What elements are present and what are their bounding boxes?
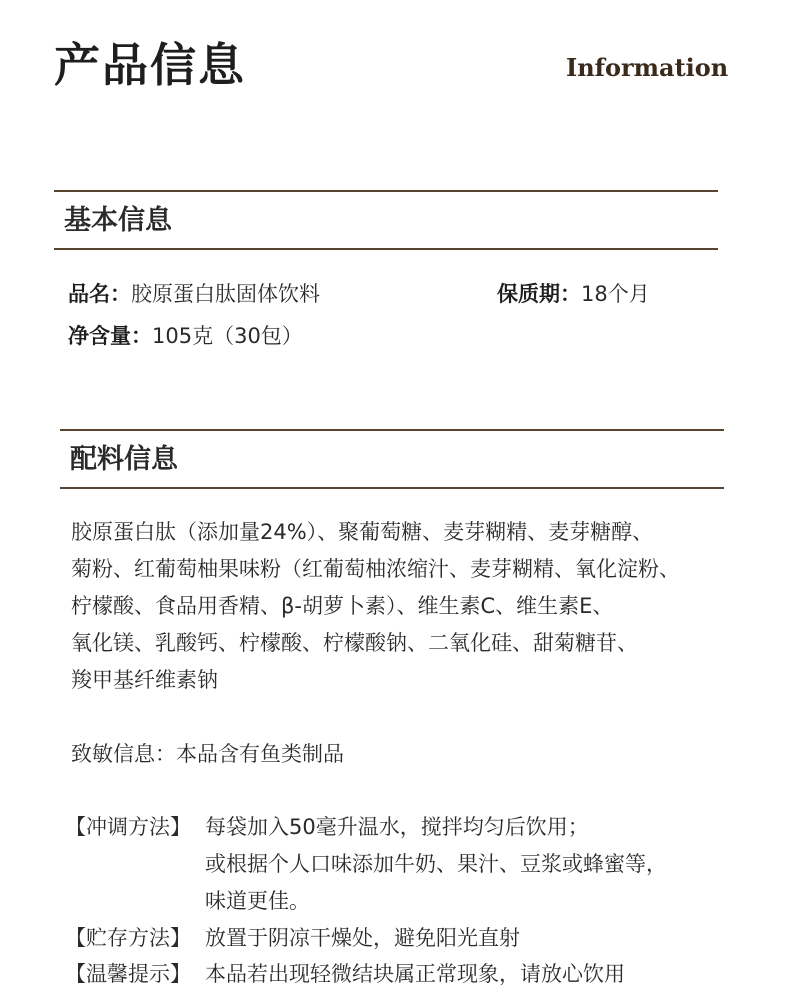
product-name-value: 胶原蛋白肽固体饮料 xyxy=(131,282,320,306)
mix-method-line: 或根据个人口味添加牛奶、果汁、豆浆或蜂蜜等， xyxy=(205,852,667,876)
mix-method-line: 味道更佳。 xyxy=(205,889,310,913)
page-title: 产品信息 xyxy=(54,38,246,92)
net-weight-row xyxy=(68,321,303,351)
storage-label: 【贮存方法】 xyxy=(65,926,191,950)
storage-text: 放置于阴凉干燥处，避免阳光直射 xyxy=(205,926,520,950)
allergen-info: 致敏信息：本品含有鱼类制品 xyxy=(71,742,344,766)
basic-top-rule xyxy=(54,190,718,192)
ingredients-heading: 配料信息 xyxy=(70,444,178,475)
ingredients-line: 菊粉、红葡萄柚果味粉（红葡萄柚浓缩汁、麦芽糊精、氧化淀粉、 xyxy=(71,557,680,581)
ingredients-line: 柠檬酸、食品用香精、β-胡萝卜素）、维生素C、维生素E、 xyxy=(71,594,614,618)
net-weight-label: 净含量： xyxy=(68,324,152,348)
basic-info-heading: 基本信息 xyxy=(64,205,172,236)
product-name-label: 品名： xyxy=(68,282,131,306)
net-weight-value: 105克（30包） xyxy=(152,324,303,348)
ingredients-list xyxy=(71,514,761,699)
ingredients-top-rule xyxy=(60,429,724,431)
ingredients-line: 氧化镁、乳酸钙、柠檬酸、柠檬酸钠、二氧化硅、甜菊糖苷、 xyxy=(71,631,638,655)
warm-tip-text: 本品若出现轻微结块属正常现象，请放心饮用 xyxy=(205,962,625,986)
ingredients-line: 羧甲基纤维素钠 xyxy=(71,668,218,692)
product-name-row xyxy=(68,279,320,309)
basic-bottom-rule xyxy=(54,248,718,250)
page-subtitle: Information xyxy=(566,53,729,82)
shelf-life-value: 18个月 xyxy=(581,282,650,306)
shelf-life-row xyxy=(497,279,650,309)
mix-method-line: 每袋加入50毫升温水，搅拌均匀后饮用； xyxy=(205,815,589,839)
ingredients-line: 胶原蛋白肽（添加量24%）、聚葡萄糖、麦芽糊精、麦芽糖醇、 xyxy=(71,520,654,544)
warm-tip-label: 【温馨提示】 xyxy=(65,962,191,986)
ingredients-bottom-rule xyxy=(60,487,724,489)
mix-method-label: 【冲调方法】 xyxy=(65,815,191,839)
shelf-life-label: 保质期： xyxy=(497,282,581,306)
